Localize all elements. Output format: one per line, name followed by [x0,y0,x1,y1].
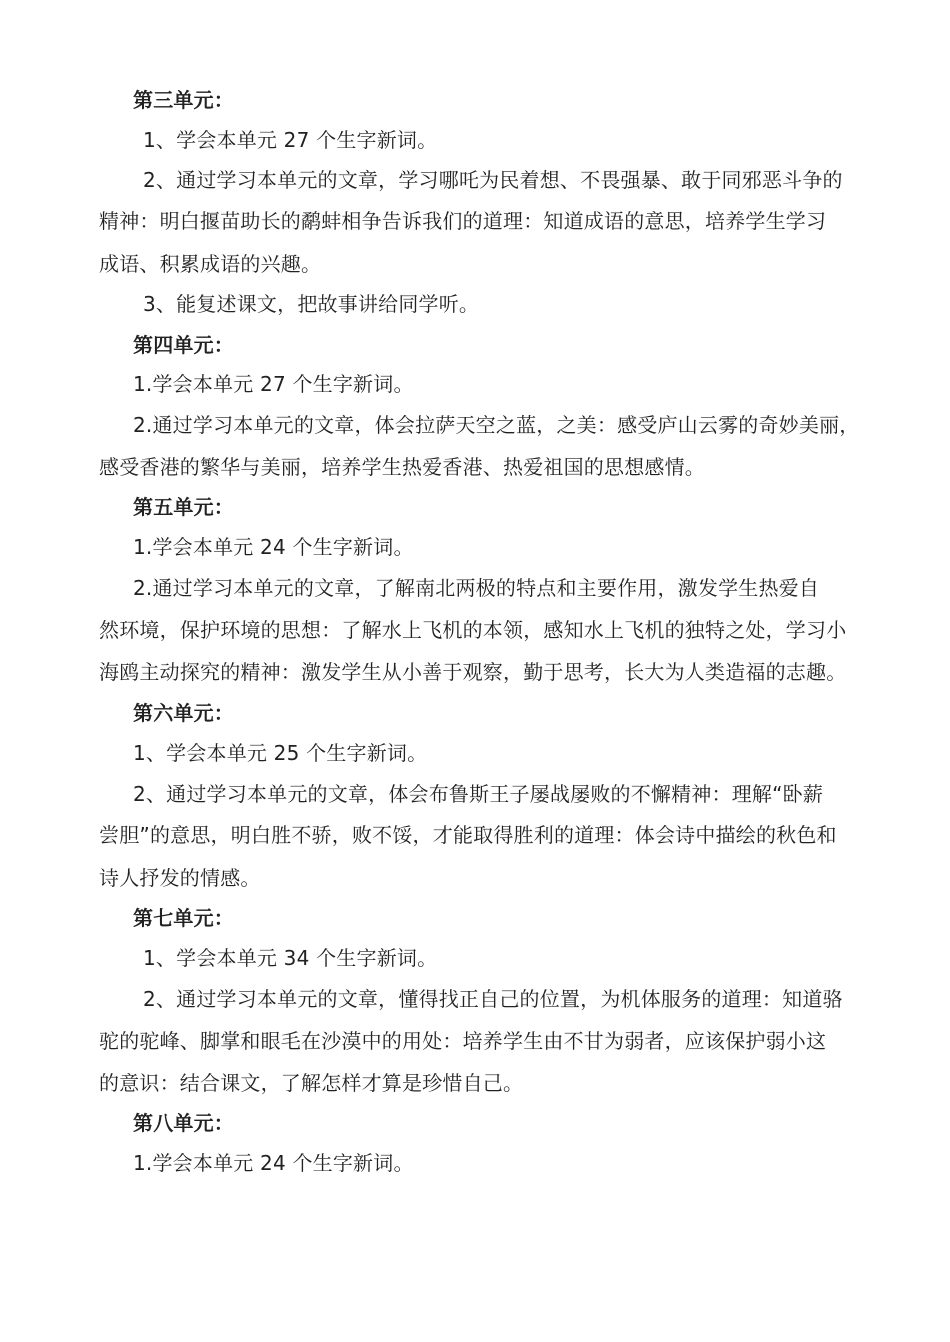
unit-7-item-2-line-2: 驼的驼峰、脚掌和眼毛在沙漠中的用处：培养学生由不甘为弱者，应该保护弱小这 [99,1029,827,1053]
unit-3-item-2-line-2: 精神：明白揠苗助长的鹬蚌相争告诉我们的道理：知道成语的意思，培养学生学习 [99,209,827,233]
unit-5-heading: 第五单元： [133,495,234,519]
unit-4-item-1: 1.学会本单元 27 个生字新词。 [133,372,414,396]
unit-3-item-1: 1、学会本单元 27 个生字新词。 [143,128,438,152]
unit-3-item-2-line-1: 2、通过学习本单元的文章，学习哪吒为民着想、不畏强暴、敢于同邪恶斗争的 [143,168,843,192]
unit-5-item-2-line-3: 海鸥主动探究的精神：激发学生从小善于观察，勤于思考，长大为人类造福的志趣。 [99,660,847,684]
unit-5-item-2-line-1: 2.通过学习本单元的文章，了解南北两极的特点和主要作用，激发学生热爱自 [133,576,820,600]
unit-4-item-2-line-1: 2.通过学习本单元的文章，体会拉萨天空之蓝，之美：感受庐山云雾的奇妙美丽， [133,413,860,437]
unit-7-item-1: 1、学会本单元 34 个生字新词。 [143,946,438,970]
unit-3-item-3: 3、能复述课文，把故事讲给同学听。 [143,292,480,316]
unit-7-heading: 第七单元： [133,906,234,930]
unit-6-item-2-line-1: 2、通过学习本单元的文章，体会布鲁斯王子屡战屡败的不懈精神：理解“卧薪 [133,782,824,806]
unit-5-item-1: 1.学会本单元 24 个生字新词。 [133,535,414,559]
unit-3-item-2-line-3: 成语、积累成语的兴趣。 [99,252,322,276]
unit-8-item-1: 1.学会本单元 24 个生字新词。 [133,1151,414,1175]
unit-6-item-1: 1、学会本单元 25 个生字新词。 [133,741,428,765]
unit-4-item-2-line-2: 感受香港的繁华与美丽，培养学生热爱香港、热爱祖国的思想感情。 [99,455,705,479]
unit-7-item-2-line-1: 2、通过学习本单元的文章，懂得找正自己的位置，为机体服务的道理：知道骆 [143,987,843,1011]
unit-6-item-2-line-3: 诗人抒发的情感。 [99,866,261,890]
unit-4-heading: 第四单元： [133,333,234,357]
unit-5-item-2-line-2: 然环境，保护环境的思想：了解水上飞机的本领，感知水上飞机的独特之处，学习小 [99,618,847,642]
unit-6-item-2-line-2: 尝胆”的意思，明白胜不骄，败不馁，才能取得胜利的道理：体会诗中描绘的秋色和 [99,823,837,847]
unit-7-item-2-line-3: 的意识：结合课文，了解怎样才算是珍惜自己。 [99,1071,524,1095]
unit-8-heading: 第八单元： [133,1111,234,1135]
unit-6-heading: 第六单元： [133,701,234,725]
unit-3-heading: 第三单元： [133,88,234,112]
